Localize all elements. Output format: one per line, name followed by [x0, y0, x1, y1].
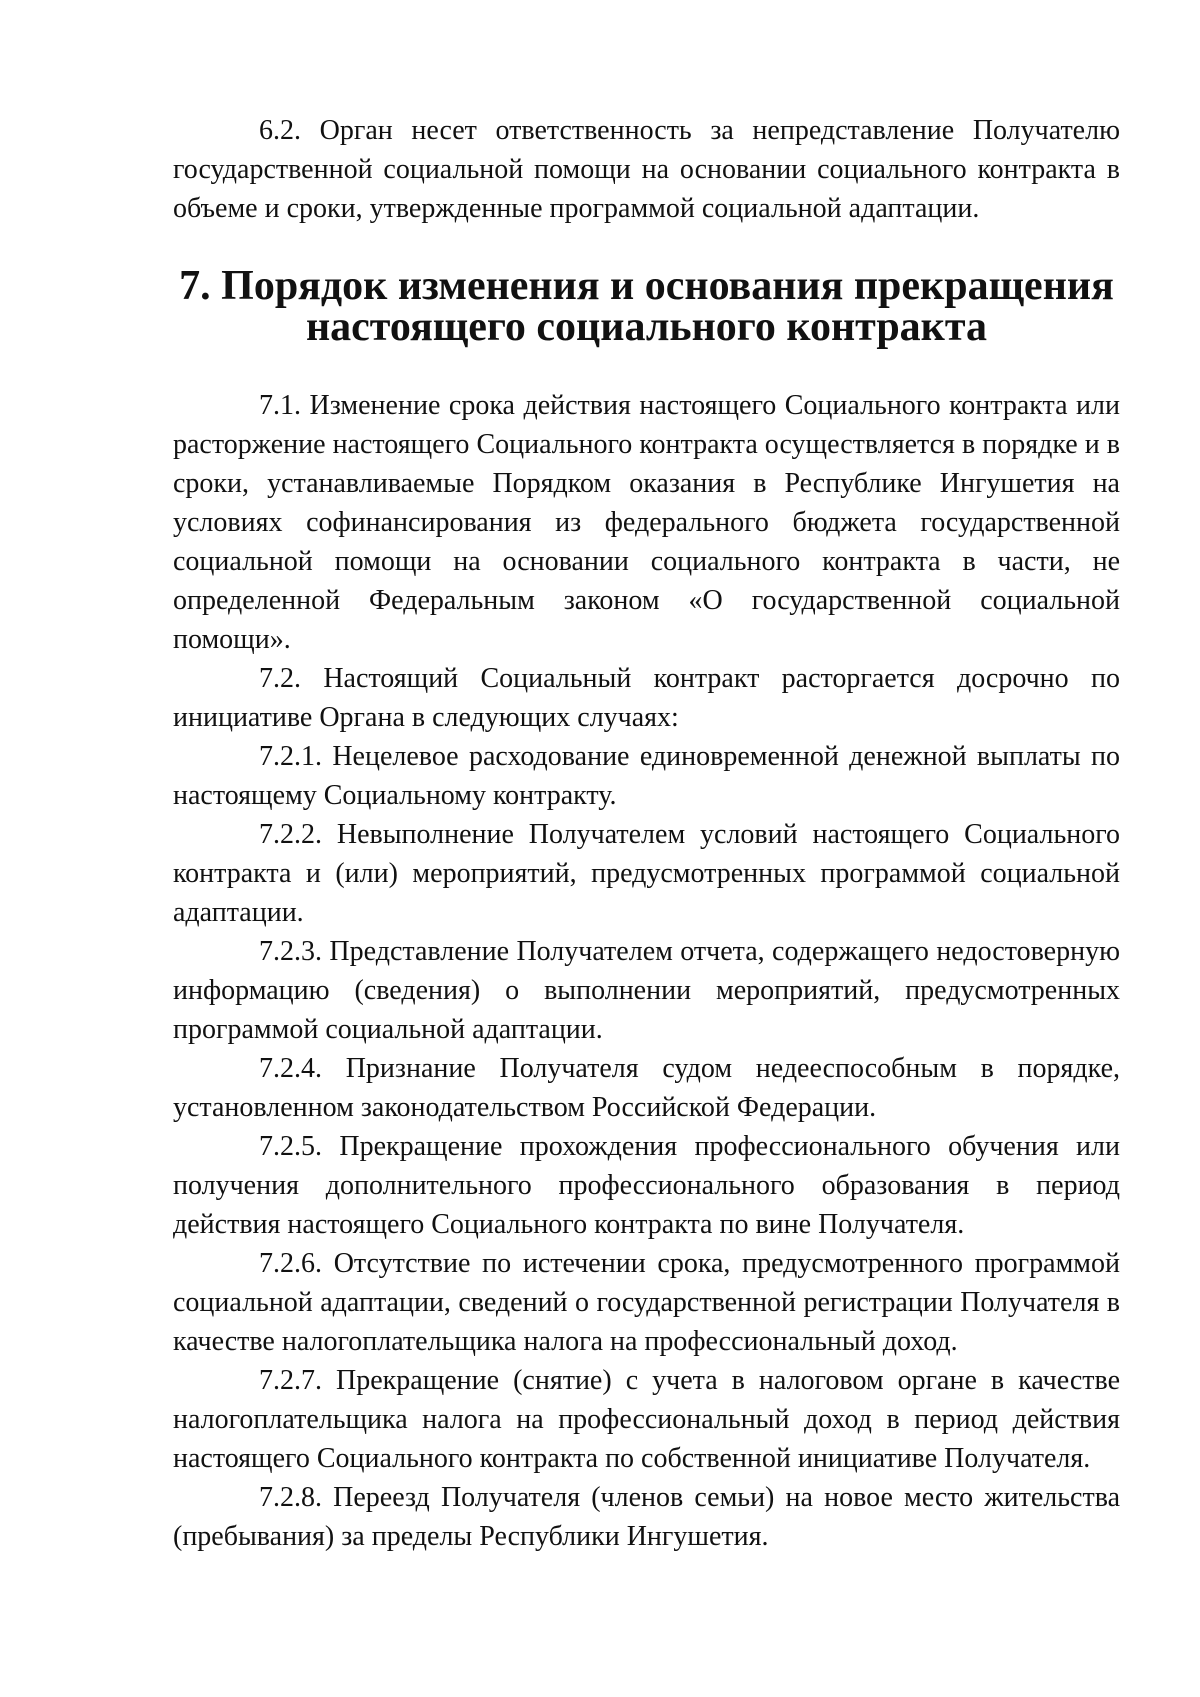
paragraph-7-2-4: 7.2.4. Признание Получателя судом недееспособным в порядке, установленном законодательством Российской Федерации. [173, 1053, 1120, 1123]
spacer [173, 348, 1120, 386]
spacer [173, 228, 1120, 266]
paragraph-7-2-6: 7.2.6. Отсутствие по истечении срока, предусмотренного программой социальной адаптации, сведений о государственной регистрации Получателя в качестве налогоплательщика налога на профессиональный доход. [173, 1248, 1120, 1357]
paragraph-7-2-2: 7.2.2. Невыполнение Получателем условий настоящего Социального контракта и (или) мероприятий, предусмотренных программой социальной адаптации. [173, 819, 1120, 928]
document-body [173, 111, 1120, 1556]
paragraph-7-2-8: 7.2.8. Переезд Получателя (членов семьи) на новое место жительства (пребывания) за пределы Республики Ингушетия. [173, 1482, 1120, 1552]
paragraph-6-2: 6.2. Орган несет ответственность за непредставление Получателю государственной социальной помощи на основании социального контракта в объеме и сроки, утвержденные программой социальной адаптации. [173, 115, 1120, 224]
section-heading-line-2: настоящего социального контракта [305, 304, 988, 350]
paragraph-7-2-7: 7.2.7. Прекращение (снятие) с учета в налоговом органе в качестве налогоплательщика налога на профессиональный доход в период действия настоящего Социального контракта по собственной инициативе Получателя. [173, 1365, 1120, 1474]
section-heading-line-1: 7. Порядок изменения и основания прекращения [179, 263, 1114, 309]
section-heading-7 [173, 263, 1120, 350]
paragraph-7-2-1: 7.2.1. Нецелевое расходование единовременной денежной выплаты по настоящему Социальному контракту. [173, 741, 1120, 811]
paragraph-7-1: 7.1. Изменение срока действия настоящего Социального контракта или расторжение настоящего Социального контракта осуществляется в порядке и в сроки, устанавливаемые Порядком оказания в Республике Ингушетия на условиях софинансирования из федерального бюджета государственной социальной помощи на основании социального контракта в части, не определенной Федеральным законом «О государственной социальной помощи». [173, 390, 1120, 655]
paragraph-7-2-3: 7.2.3. Представление Получателем отчета, содержащего недостоверную информацию (сведения) о выполнении мероприятий, предусмотренных программой социальной адаптации. [173, 936, 1120, 1045]
paragraph-7-2: 7.2. Настоящий Социальный контракт расторгается досрочно по инициативе Органа в следующих случаях: [173, 663, 1120, 733]
paragraph-7-2-5: 7.2.5. Прекращение прохождения профессионального обучения или получения дополнительного профессионального образования в период действия настоящего Социального контракта по вине Получателя. [173, 1131, 1120, 1240]
